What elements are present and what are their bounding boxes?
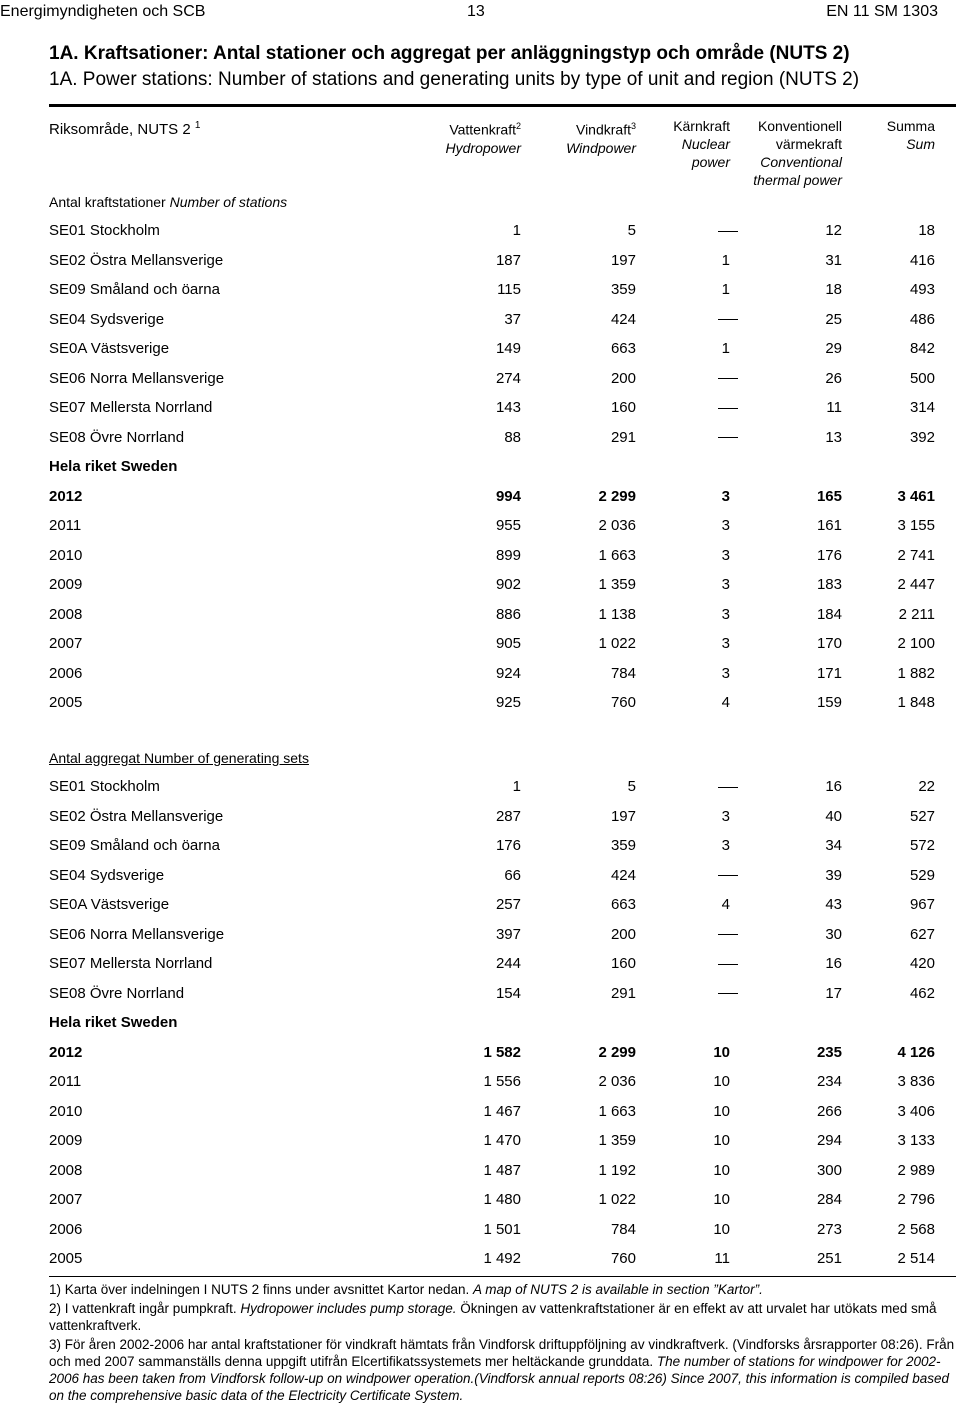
cell-nuclear: 3 [721, 807, 730, 825]
table-row [0, 310, 960, 330]
table-row [0, 251, 960, 271]
row-label: SE07 Mellersta Norrland [49, 399, 213, 416]
table-row [0, 1249, 960, 1269]
page-header [0, 0, 960, 24]
section-label-stations [49, 193, 287, 211]
row-label: SE01 Stockholm [49, 778, 160, 795]
table-row [0, 664, 960, 684]
row-label: SE0A Västsverige [49, 340, 170, 357]
cell-wind: 1 022 [598, 1191, 636, 1208]
cell-sum: 527 [909, 807, 935, 825]
cell-thermal: 16 [825, 778, 842, 795]
cell-hydro: 1 487 [483, 1161, 521, 1179]
footnote-2-sv: 2) I vattenkraft ingår pumpkraft. [49, 1301, 241, 1316]
wind-header-footnote: 3 [630, 121, 636, 131]
cell-thermal: 251 [816, 1250, 842, 1267]
section1-label-en: Number of stations [169, 194, 288, 210]
cell-hydro: 886 [495, 605, 521, 623]
cell-thermal: 26 [825, 369, 842, 387]
cell-sum: 3 836 [897, 1073, 935, 1090]
cell-sum: 22 [918, 778, 935, 795]
cell-nuclear: 10 [713, 1043, 730, 1061]
footnote-rule [49, 1276, 956, 1277]
cell-wind: 5 [627, 222, 636, 239]
cell-wind: 760 [610, 694, 636, 711]
cell-sum: 493 [909, 281, 935, 298]
cell-sum: 420 [909, 955, 935, 972]
cell-nuclear: 4 [721, 896, 730, 913]
row-label: 2009 [49, 1132, 83, 1149]
table-row [0, 1131, 960, 1151]
table-row [0, 546, 960, 566]
cell-thermal: 165 [816, 487, 842, 505]
dash-mark [718, 408, 738, 409]
cell-hydro: 1 480 [483, 1191, 521, 1208]
cell-wind: 1 138 [598, 605, 636, 623]
footnote-3 [49, 1336, 957, 1404]
cell-hydro: 924 [495, 664, 521, 682]
cell-wind: 2 299 [598, 487, 636, 505]
cell-thermal: 294 [816, 1132, 842, 1149]
row-label: 2011 [49, 517, 82, 534]
column-header-region [49, 117, 200, 139]
table-row [0, 984, 960, 1004]
cell-hydro: 1 501 [483, 1220, 521, 1238]
dash-mark [718, 378, 738, 379]
cell-nuclear [718, 398, 738, 418]
row-label: SE04 Sydsverige [49, 310, 165, 328]
cell-wind: 197 [610, 807, 636, 825]
cell-sum: 500 [909, 369, 935, 387]
cell-wind: 1 192 [598, 1161, 636, 1179]
footnote-1-sv: 1) Karta över indelningen I NUTS 2 finns under avsnittet Kartor nedan. [49, 1282, 473, 1297]
cell-hydro: 1 [512, 778, 521, 795]
table-row [0, 634, 960, 654]
cell-wind: 291 [610, 428, 636, 446]
wind-header-en: Windpower [566, 139, 636, 156]
table-row [0, 428, 960, 448]
cell-sum: 3 155 [897, 517, 935, 534]
cell-wind: 760 [610, 1250, 636, 1267]
wind-header-sv: Vindkraft [575, 121, 631, 138]
row-label: SE09 Småland och öarna [49, 837, 220, 854]
cell-wind: 2 036 [598, 1073, 636, 1090]
cell-hydro: 274 [495, 369, 521, 387]
row-label: 2007 [49, 1191, 83, 1208]
header-rule [49, 104, 956, 107]
cell-sum: 2 447 [897, 576, 935, 593]
footnote-1-en: A map of NUTS 2 is available in section ”Kartor”. [472, 1282, 763, 1297]
hydro-header-en: Hydropower [445, 139, 521, 156]
cell-thermal: 161 [816, 517, 842, 534]
cell-sum: 3 406 [897, 1102, 935, 1120]
cell-hydro: 1 556 [483, 1073, 521, 1090]
table-row [0, 1102, 960, 1122]
dash-mark [718, 964, 738, 965]
row-label: 2007 [49, 635, 83, 652]
cell-hydro: 257 [495, 896, 521, 913]
cell-nuclear: 1 [721, 251, 730, 269]
cell-sum: 2 989 [897, 1161, 935, 1179]
cell-nuclear: 10 [713, 1191, 730, 1208]
cell-nuclear [718, 777, 738, 797]
sum-header-sv: Summa [886, 118, 935, 134]
cell-hydro: 176 [495, 837, 521, 854]
cell-wind: 359 [610, 837, 636, 854]
cell-thermal: 13 [825, 428, 842, 446]
row-label: SE02 Östra Mellansverige [49, 251, 224, 269]
thermal-header-sv2: värmekraft [775, 136, 842, 152]
hydro-header-footnote: 2 [515, 121, 521, 131]
table-title-swedish: 1A. Kraftsationer: Antal stationer och aggregat per anläggningstyp och område (NUTS 2) [49, 43, 850, 64]
cell-wind: 1 663 [598, 1102, 636, 1120]
dash-mark [718, 934, 738, 935]
table-row [0, 925, 960, 945]
cell-hydro: 902 [495, 576, 521, 593]
row-label: 2006 [49, 1220, 83, 1238]
cell-hydro: 115 [497, 281, 521, 298]
cell-hydro: 925 [495, 694, 521, 711]
cell-wind: 663 [610, 340, 636, 357]
table-row [0, 487, 960, 507]
row-label: 2005 [49, 1250, 83, 1267]
cell-thermal: 159 [816, 694, 842, 711]
cell-wind: 200 [610, 369, 636, 387]
cell-hydro: 994 [495, 487, 521, 505]
table-row [0, 605, 960, 625]
cell-wind: 200 [610, 925, 636, 943]
cell-sum: 2 514 [897, 1250, 935, 1267]
cell-nuclear: 10 [713, 1161, 730, 1179]
footnote-3-sv: 3) För åren 2002-2006 har antal kraftstationer för vindkraft hämtats från Vindforsk driftuppföljning av vindkraftverk. (Vindforsks årsrapporter 08:26). Från och med 2007 sammanställs denna uppgift utifrån Elcertifikatssystemets mer heltäckande grunddata. [49, 1337, 955, 1369]
cell-wind: 5 [627, 778, 636, 795]
cell-thermal: 12 [825, 222, 842, 239]
cell-sum: 2 796 [897, 1191, 935, 1208]
cell-wind: 784 [610, 1220, 636, 1238]
cell-hydro: 899 [495, 546, 521, 564]
dash-mark [718, 437, 738, 438]
cell-sum: 462 [909, 984, 935, 1002]
cell-hydro: 244 [495, 955, 521, 972]
row-label: 2012 [49, 1043, 83, 1061]
cell-hydro: 37 [504, 310, 521, 328]
cell-hydro: 955 [495, 517, 521, 534]
cell-nuclear [718, 925, 738, 945]
cell-wind: 1 359 [598, 576, 636, 593]
cell-nuclear [718, 310, 738, 330]
table-row [0, 1072, 960, 1092]
cell-hydro: 187 [495, 251, 521, 269]
cell-nuclear: 10 [713, 1102, 730, 1120]
cell-thermal: 273 [816, 1220, 842, 1238]
section2-label-en: Number of generating sets [143, 750, 309, 766]
hydro-header-sv: Vattenkraft [449, 121, 516, 138]
cell-hydro: 287 [495, 807, 521, 825]
row-label: SE04 Sydsverige [49, 866, 165, 884]
cell-sum: 18 [918, 222, 935, 239]
cell-wind: 1 359 [598, 1132, 636, 1149]
cell-thermal: 170 [816, 635, 842, 652]
region-header-footnote: 1 [194, 120, 201, 131]
thermal-header-en1: Conventional [760, 154, 842, 170]
column-header-wind [566, 117, 636, 157]
row-label: 2010 [49, 1102, 83, 1120]
cell-nuclear [718, 221, 738, 241]
cell-sum: 572 [909, 837, 935, 854]
section2-label-sv: Antal aggregat [49, 750, 141, 766]
cell-thermal: 284 [816, 1191, 842, 1208]
row-label: SE08 Övre Norrland [49, 984, 185, 1002]
table-row [0, 807, 960, 827]
cell-hydro: 397 [495, 925, 521, 943]
thermal-header-sv1: Konventionell [757, 118, 842, 134]
total-heading-row [0, 1013, 960, 1033]
cell-wind: 160 [610, 955, 636, 972]
cell-nuclear: 10 [713, 1220, 730, 1238]
row-label: SE06 Norra Mellansverige [49, 925, 225, 943]
section1-label-sv: Antal kraftstationer [49, 194, 166, 210]
cell-sum: 314 [909, 399, 935, 416]
cell-nuclear: 10 [713, 1132, 730, 1149]
cell-thermal: 39 [825, 866, 842, 884]
table-row [0, 693, 960, 713]
row-label: 2011 [49, 1073, 82, 1090]
footnote-1 [49, 1281, 957, 1298]
table-row [0, 1220, 960, 1240]
cell-hydro: 143 [495, 399, 521, 416]
table-row [0, 1043, 960, 1063]
cell-thermal: 25 [825, 310, 842, 328]
row-label: 2009 [49, 576, 83, 593]
footnote-3-en: The number of stations for windpower for 2002-2006 has been taken from Vindforsk follow-up on windpower operation.(Vindforsk annual reports 08:26) Since 2007, this information is compiled based on the comprehensive basic data of the Electricity Certificate System. [49, 1354, 950, 1403]
cell-thermal: 183 [816, 576, 842, 593]
cell-thermal: 31 [825, 251, 842, 269]
cell-thermal: 29 [825, 340, 842, 357]
report-id: EN 11 SM 1303 [826, 3, 938, 20]
cell-sum: 3 133 [897, 1132, 935, 1149]
row-label: SE09 Småland och öarna [49, 281, 220, 298]
cell-nuclear: 11 [714, 1250, 730, 1267]
cell-wind: 1 663 [598, 546, 636, 564]
dash-mark [718, 231, 738, 232]
cell-nuclear: 4 [721, 694, 730, 711]
cell-hydro: 88 [504, 428, 521, 446]
publisher-label: Energimyndigheten och SCB [0, 3, 206, 20]
footnotes [49, 1281, 957, 1406]
cell-hydro: 905 [495, 635, 521, 652]
cell-nuclear: 3 [721, 546, 730, 564]
cell-sum: 967 [909, 896, 935, 913]
row-label: Hela riket Sweden [49, 458, 178, 475]
cell-thermal: 176 [816, 546, 842, 564]
cell-sum: 4 126 [897, 1043, 935, 1061]
cell-wind: 1 022 [598, 635, 636, 652]
row-label: 2006 [49, 664, 83, 682]
nuclear-header-en1: Nuclear [681, 136, 730, 152]
table-row [0, 575, 960, 595]
row-label: SE0A Västsverige [49, 896, 170, 913]
cell-thermal: 40 [825, 807, 842, 825]
cell-wind: 359 [610, 281, 636, 298]
dash-mark [718, 319, 738, 320]
cell-hydro: 1 [512, 222, 521, 239]
row-label: SE01 Stockholm [49, 222, 160, 239]
cell-nuclear [718, 866, 738, 886]
dash-mark [718, 787, 738, 788]
cell-wind: 784 [610, 664, 636, 682]
cell-thermal: 34 [825, 837, 842, 854]
table-row [0, 954, 960, 974]
cell-nuclear [718, 954, 738, 974]
row-label: 2008 [49, 1161, 83, 1179]
sum-header-en: Sum [906, 136, 935, 152]
row-label: SE02 Östra Mellansverige [49, 807, 224, 825]
cell-hydro: 66 [504, 866, 521, 884]
cell-thermal: 16 [825, 955, 842, 972]
cell-wind: 291 [610, 984, 636, 1002]
row-label: SE08 Övre Norrland [49, 428, 185, 446]
cell-sum: 1 882 [897, 664, 935, 682]
cell-thermal: 43 [825, 896, 842, 913]
row-label: SE06 Norra Mellansverige [49, 369, 225, 387]
cell-nuclear: 3 [721, 664, 730, 682]
footnote-2-sv-extra: Ökningen av vattenkraftstationer är en effekt av att urvalet har utökats med små vattenkraftverk. [49, 1301, 937, 1333]
table-row [0, 516, 960, 536]
cell-sum: 2 568 [897, 1220, 935, 1238]
cell-thermal: 17 [825, 984, 842, 1002]
cell-nuclear: 3 [721, 605, 730, 623]
table-row [0, 866, 960, 886]
cell-sum: 486 [909, 310, 935, 328]
cell-nuclear: 3 [721, 576, 730, 593]
row-label: 2010 [49, 546, 83, 564]
cell-sum: 842 [909, 340, 935, 357]
column-header-hydro [446, 117, 521, 157]
cell-nuclear: 1 [721, 281, 730, 298]
table-row [0, 836, 960, 856]
cell-sum: 1 848 [897, 694, 935, 711]
cell-wind: 2 036 [598, 517, 636, 534]
table-title-english: 1A. Power stations: Number of stations and generating units by type of unit and region (NUTS 2) [49, 69, 860, 90]
cell-nuclear [718, 984, 738, 1004]
cell-hydro: 149 [495, 340, 521, 357]
cell-wind: 663 [610, 896, 636, 913]
cell-nuclear: 1 [721, 340, 730, 357]
footnote-2-en: Hydropower includes pump storage. [240, 1301, 457, 1316]
row-label: 2008 [49, 605, 83, 623]
table-row [0, 280, 960, 300]
cell-nuclear [718, 428, 738, 448]
table-row [0, 339, 960, 359]
cell-sum: 2 741 [897, 546, 935, 564]
cell-sum: 627 [909, 925, 935, 943]
table-row [0, 369, 960, 389]
cell-nuclear [718, 369, 738, 389]
row-label: Hela riket Sweden [49, 1014, 178, 1031]
region-header-label: Riksområde, NUTS 2 [49, 121, 191, 138]
nuclear-header-en2: power [691, 154, 730, 170]
cell-hydro: 1 582 [483, 1043, 521, 1061]
cell-sum: 3 461 [897, 487, 935, 505]
section-label-generating-sets [49, 749, 309, 767]
cell-wind: 2 299 [598, 1043, 636, 1061]
table-row [0, 1161, 960, 1181]
cell-sum: 392 [909, 428, 935, 446]
table-row [0, 221, 960, 241]
column-header-sum [887, 117, 935, 153]
row-label: SE07 Mellersta Norrland [49, 955, 213, 972]
cell-wind: 197 [610, 251, 636, 269]
cell-wind: 424 [610, 866, 636, 884]
cell-thermal: 266 [816, 1102, 842, 1120]
thermal-header-en2: thermal power [753, 172, 842, 188]
table-row [0, 895, 960, 915]
cell-wind: 424 [610, 310, 636, 328]
cell-wind: 160 [610, 399, 636, 416]
table-row [0, 777, 960, 797]
row-label: 2012 [49, 487, 83, 505]
cell-thermal: 30 [825, 925, 842, 943]
cell-sum: 529 [909, 866, 935, 884]
cell-thermal: 11 [826, 399, 842, 416]
footnote-2 [49, 1300, 957, 1334]
cell-nuclear: 10 [713, 1073, 730, 1090]
column-header-nuclear [673, 117, 730, 171]
row-label: 2005 [49, 694, 83, 711]
cell-nuclear: 3 [721, 517, 730, 534]
cell-sum: 416 [909, 251, 935, 269]
total-heading-row [0, 457, 960, 477]
cell-sum: 2 100 [897, 635, 935, 652]
cell-nuclear: 3 [721, 635, 730, 652]
cell-nuclear: 3 [721, 487, 730, 505]
cell-thermal: 300 [816, 1161, 842, 1179]
table-row [0, 1190, 960, 1210]
dash-mark [718, 875, 738, 876]
cell-thermal: 234 [816, 1073, 842, 1090]
table-row [0, 398, 960, 418]
cell-thermal: 171 [816, 664, 842, 682]
cell-thermal: 18 [825, 281, 842, 298]
page-number: 13 [467, 3, 485, 20]
cell-nuclear: 3 [721, 837, 730, 854]
cell-sum: 2 211 [898, 605, 935, 623]
cell-hydro: 1 492 [483, 1250, 521, 1267]
cell-thermal: 184 [816, 605, 842, 623]
nuclear-header-sv: Kärnkraft [673, 118, 730, 134]
column-header-thermal [753, 117, 842, 189]
dash-mark [718, 993, 738, 994]
cell-thermal: 235 [816, 1043, 842, 1061]
cell-hydro: 154 [495, 984, 521, 1002]
cell-hydro: 1 467 [483, 1102, 521, 1120]
cell-hydro: 1 470 [483, 1132, 521, 1149]
